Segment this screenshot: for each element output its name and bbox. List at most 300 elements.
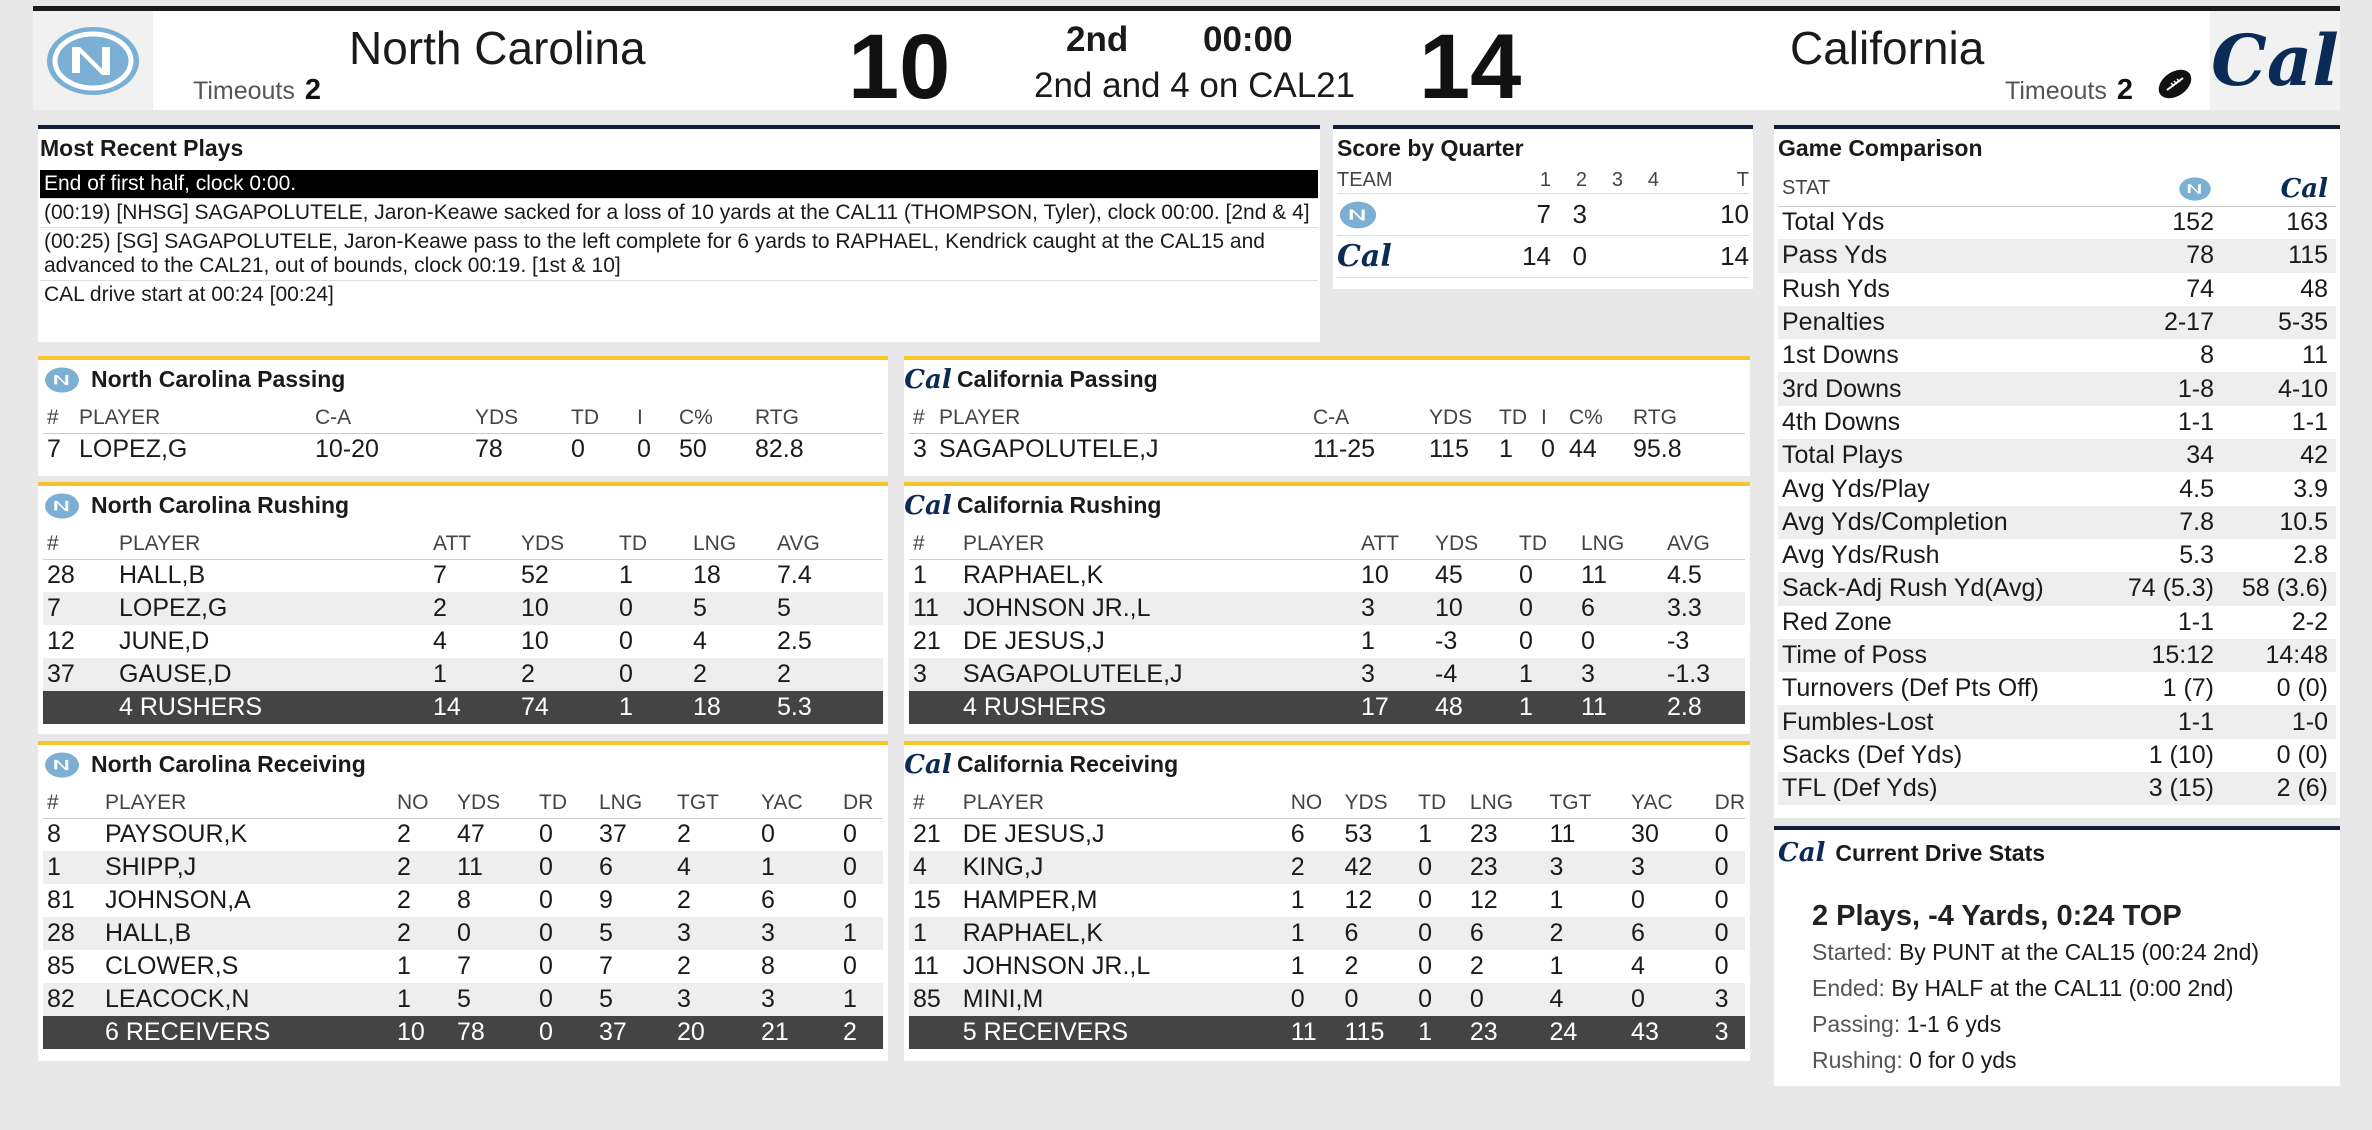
- col-header: TGT: [677, 788, 761, 818]
- cal-passing-title: California Passing: [957, 366, 1158, 392]
- comparison-row: [1778, 506, 2336, 539]
- col-header: LNG: [1470, 788, 1550, 818]
- stat-label: Red Zone: [1782, 607, 1892, 636]
- table-body: [43, 433, 883, 466]
- table-cell: SAGAPOLUTELE,J: [963, 658, 1361, 691]
- table-cell: 3: [1715, 983, 1745, 1016]
- stat-label: 3rd Downs: [1778, 372, 2102, 405]
- comparison-row: [1778, 739, 2336, 772]
- comparison-row: [1778, 539, 2336, 572]
- table-cell: LOPEZ,G: [79, 435, 188, 464]
- total-cell: 2.8: [1667, 691, 1745, 724]
- cal-logo: Cal: [1337, 236, 1497, 278]
- total-cell: 43: [1631, 1016, 1715, 1049]
- play-item: End of first half, clock 0:00.: [40, 170, 1318, 199]
- table-cell: 3: [1549, 851, 1631, 884]
- table-cell: GAUSE,D: [119, 658, 433, 691]
- cal-passing-table: [909, 403, 1745, 466]
- cal-logo: Cal: [904, 749, 952, 780]
- table-cell: -4: [1435, 658, 1519, 691]
- drive-started: Started: By PUNT at the CAL15 (00:24 2nd): [1812, 939, 2260, 965]
- stat-label: TFL (Def Yds): [1778, 772, 2102, 805]
- col-header: #: [909, 788, 963, 818]
- table-cell: 0: [1345, 983, 1419, 1016]
- game-comparison-panel: [1774, 125, 2340, 818]
- cal-logo: Cal: [2222, 172, 2336, 206]
- table-cell: HALL,B: [105, 917, 397, 950]
- quarter-score: 7: [1497, 194, 1551, 236]
- score-by-quarter-title: Score by Quarter: [1337, 135, 1524, 161]
- table-cell: 3: [677, 917, 761, 950]
- table-body: [909, 433, 1745, 466]
- table-cell: 0: [539, 917, 599, 950]
- total-cell: 78: [457, 1016, 539, 1049]
- table-cell: 0: [571, 435, 585, 464]
- table-cell: 2: [433, 592, 521, 625]
- comparison-row: [1778, 472, 2336, 505]
- total-cell: 18: [693, 691, 777, 724]
- table-cell: 0: [539, 952, 553, 980]
- table-cell: 3.3: [1667, 592, 1745, 625]
- col-header: LNG: [599, 788, 677, 818]
- total-cell: 10: [397, 1016, 457, 1049]
- cal-rushing-title: California Rushing: [957, 492, 1162, 518]
- stat-value: 2-17: [2102, 306, 2222, 339]
- table-cell: 1: [913, 561, 927, 590]
- stat-value: 2 (6): [2222, 772, 2336, 805]
- col-header: TD: [619, 529, 693, 559]
- total-cell: 1: [1519, 691, 1581, 724]
- table-cell: 0: [1418, 952, 1433, 980]
- drive-title: Current Drive Stats: [1835, 839, 2046, 866]
- table-cell: 1: [1361, 627, 1375, 655]
- table-cell: 6: [1631, 917, 1715, 950]
- col-header: DR: [1715, 788, 1745, 818]
- away-timeouts: Timeouts 2: [2005, 74, 2134, 106]
- table-cell: 0: [539, 886, 553, 914]
- table-cell: 7: [47, 435, 61, 464]
- table-cell: 0: [619, 627, 633, 655]
- table-row: [43, 917, 883, 950]
- table-cell: RAPHAEL,K: [963, 561, 1104, 590]
- table-cell: 1: [397, 952, 411, 980]
- col-header: LNG: [1581, 529, 1667, 559]
- table-cell: PAYSOUR,K: [105, 820, 248, 849]
- total-cell: 115: [1345, 1016, 1419, 1049]
- table-cell: 3: [677, 983, 761, 1016]
- stat-value: 163: [2286, 208, 2328, 237]
- table-cell: SHIPP,J: [105, 851, 397, 884]
- drive-passing: Passing: 1-1 6 yds: [1812, 1011, 2002, 1037]
- stat-label: Rush Yds: [1782, 274, 1890, 303]
- stat-value: 1-1: [2291, 407, 2328, 436]
- stat-label: Fumbles-Lost: [1778, 705, 2102, 738]
- col-header: LNG: [693, 529, 777, 559]
- stat-value: 15:12: [2102, 639, 2222, 672]
- col-header: TGT: [1549, 788, 1631, 818]
- scoreboard: [33, 6, 2340, 118]
- stat-value: 42: [2222, 439, 2336, 472]
- table-cell: 1: [397, 983, 457, 1016]
- table-cell: 2: [777, 658, 883, 691]
- table-cell: 0: [457, 917, 539, 950]
- stat-value: 34: [2102, 439, 2222, 472]
- table-cell: 18: [693, 561, 721, 590]
- table-cell: 10: [1361, 561, 1389, 590]
- col-header: C-A: [1313, 403, 1429, 433]
- table-cell: 0: [1715, 851, 1745, 884]
- total-cell: 1: [619, 691, 693, 724]
- stat-value: 1-1: [2102, 705, 2222, 738]
- col-header: 2: [1551, 168, 1587, 194]
- table-cell: 1: [43, 851, 105, 884]
- total-score: 10: [1659, 194, 1749, 236]
- col-header: PLAYER: [105, 788, 397, 818]
- table-row: [43, 625, 883, 658]
- table-cell: 28: [43, 917, 105, 950]
- table-cell: 0: [761, 820, 775, 849]
- total-cell: [909, 1016, 963, 1049]
- table-cell: 0: [1418, 886, 1433, 914]
- col-header: C-A: [315, 403, 475, 433]
- cal-rushing-header: [904, 490, 1745, 521]
- stat-value: 8: [2200, 341, 2214, 370]
- unc-receiving-header: [43, 751, 883, 778]
- recent-plays-panel: [38, 125, 1320, 342]
- table-cell: CLOWER,S: [105, 952, 239, 980]
- col-header: YDS: [457, 788, 539, 818]
- table-cell: 1: [1291, 917, 1345, 950]
- col-header: YAC: [761, 788, 843, 818]
- drive-ended: Ended: By HALF at the CAL11 (0:00 2nd): [1812, 975, 2234, 1001]
- table-cell: 0: [539, 820, 553, 849]
- total-row: [909, 691, 1745, 724]
- total-cell: 2: [843, 1016, 883, 1049]
- comparison-row: [1778, 705, 2336, 738]
- col-header: C%: [679, 403, 755, 433]
- col-header: AVG: [1667, 529, 1745, 559]
- table-cell: 11: [909, 592, 963, 625]
- total-cell: 3: [1715, 1016, 1745, 1049]
- table-header-row: [43, 529, 883, 559]
- table-cell: 4: [1549, 983, 1631, 1016]
- quarter: 2nd: [1066, 20, 1129, 59]
- col-header: RTG: [755, 403, 883, 433]
- play-item: (00:25) [SG] SAGAPOLUTELE, Jaron-Keawe pass to the left complete for 6 yards to RAPHAEL, Kendrick caught at the CAL15 and advanced to the CAL21, out of bounds, clock 00:19. [1st & 10]: [40, 228, 1318, 281]
- table-row: [909, 983, 1745, 1016]
- table-cell: SAGAPOLUTELE,J: [939, 435, 1159, 464]
- table-cell: 0: [1418, 851, 1470, 884]
- total-cell: 4 RUSHERS: [963, 691, 1361, 724]
- table-cell: 0: [843, 952, 857, 980]
- unc-receiving-table: [43, 788, 883, 1049]
- stat-value: 74 (5.3): [2102, 572, 2222, 605]
- stat-value: 1 (7): [2162, 674, 2214, 703]
- stat-value: 1 (10): [2148, 740, 2214, 769]
- total-cell: 5.3: [777, 691, 883, 724]
- table-cell: 82.8: [755, 435, 804, 464]
- col-header: RTG: [1633, 403, 1745, 433]
- table-row: [909, 559, 1745, 592]
- total-cell: 6 RECEIVERS: [105, 1016, 397, 1049]
- table-cell: 10: [521, 627, 549, 655]
- table-cell: 4.5: [1667, 561, 1702, 590]
- col-header: DR: [843, 788, 883, 818]
- score-by-quarter-table: [1337, 168, 1747, 278]
- stat-label: Pass Yds: [1778, 239, 2102, 272]
- total-score: 14: [1659, 236, 1749, 278]
- stat-value: 152: [2172, 208, 2214, 237]
- table-header-row: [909, 529, 1745, 559]
- table-cell: 4: [693, 627, 707, 655]
- total-cell: [43, 1016, 105, 1049]
- down-distance: 2nd and 4 on CAL21: [1034, 66, 1356, 105]
- play-item: (00:19) [NHSG] SAGAPOLUTELE, Jaron-Keawe sacked for a loss of 10 yards at the CAL11 (THOMPSON, Tyler), clock 00:00. [2nd & 4]: [40, 199, 1318, 228]
- table-body: [43, 818, 883, 1049]
- col-header: #: [43, 529, 119, 559]
- col-header: I: [637, 403, 679, 433]
- table-cell: 1: [1418, 820, 1433, 849]
- drive-summary: 2 Plays, -4 Yards, 0:24 TOP: [1812, 900, 2182, 932]
- table-cell: 23: [1470, 851, 1550, 884]
- total-cell: 1: [1418, 1016, 1470, 1049]
- table-cell: 5: [693, 592, 777, 625]
- table-cell: HALL,B: [119, 561, 206, 590]
- table-cell: 6: [1290, 820, 1305, 849]
- table-header-row: [909, 403, 1745, 433]
- drive-rushing: Rushing: 0 for 0 yds: [1812, 1047, 2017, 1073]
- stat-value: 0 (0): [2276, 674, 2328, 703]
- table-cell: 8: [457, 886, 471, 914]
- table-cell: 95.8: [1633, 435, 1682, 464]
- table-cell: 0: [1715, 917, 1745, 950]
- table-cell: 1: [761, 851, 843, 884]
- total-row: [43, 1016, 883, 1049]
- table-cell: 3: [1631, 851, 1715, 884]
- col-header: PLAYER: [939, 403, 1313, 433]
- table-cell: 6: [1581, 592, 1667, 625]
- unc-logo: [43, 752, 81, 778]
- recent-plays-title: Most Recent Plays: [40, 135, 244, 161]
- stat-value: 3.9: [2293, 474, 2328, 503]
- table-cell: 7: [433, 561, 447, 590]
- stat-label: 1st Downs: [1782, 341, 1899, 370]
- table-cell: 0: [843, 820, 857, 849]
- table-cell: 3: [761, 983, 843, 1016]
- table-cell: 12: [47, 627, 75, 655]
- table-row: [909, 950, 1745, 983]
- col-header: AVG: [777, 529, 883, 559]
- table-cell: 0: [1418, 983, 1470, 1016]
- table-cell: 52: [521, 561, 549, 590]
- comparison-row: [1778, 339, 2336, 372]
- table-row: [43, 950, 883, 983]
- stat-label: 4th Downs: [1782, 407, 1901, 436]
- col-header: I: [1541, 403, 1569, 433]
- total-cell: 4 RUSHERS: [119, 691, 433, 724]
- cal-receiving-table: [909, 788, 1745, 1049]
- unc-receiving-panel: [38, 741, 888, 1061]
- col-header: #: [43, 788, 105, 818]
- col-header: YDS: [521, 529, 619, 559]
- col-header: #: [43, 403, 79, 433]
- table-cell: 2: [677, 886, 691, 914]
- table-cell: 1: [909, 917, 963, 950]
- table-cell: 47: [457, 820, 485, 849]
- table-cell: 11-25: [1313, 435, 1376, 464]
- table-cell: 115: [1429, 435, 1469, 464]
- table-cell: 2: [521, 658, 619, 691]
- table-cell: 0: [1714, 952, 1729, 980]
- home-team-name: North Carolina: [349, 22, 646, 74]
- table-cell: 0: [539, 851, 599, 884]
- table-cell: 3: [1361, 658, 1435, 691]
- col-header: 3: [1587, 168, 1623, 194]
- total-cell: 24: [1549, 1016, 1631, 1049]
- table-cell: 0: [539, 983, 599, 1016]
- table-cell: RAPHAEL,K: [963, 917, 1291, 950]
- cal-passing-header: [904, 364, 1745, 395]
- total-cell: 0: [539, 1016, 599, 1049]
- unc-passing-header: [43, 366, 883, 393]
- quarter-score: 14: [1497, 236, 1551, 278]
- col-header: TD: [539, 788, 599, 818]
- table-cell: 10: [521, 592, 619, 625]
- cal-receiving-panel: [904, 741, 1750, 1061]
- col-header: TD: [571, 403, 637, 433]
- col-header: PLAYER: [79, 403, 315, 433]
- table-cell: 0: [1714, 886, 1729, 914]
- col-header: 1: [1497, 168, 1551, 194]
- table-cell: 11: [457, 851, 539, 884]
- unc-passing-table: [43, 403, 883, 466]
- stat-value: 74: [2186, 274, 2214, 303]
- table-cell: 44: [1569, 435, 1597, 464]
- table-cell: 1: [433, 658, 521, 691]
- col-header: YDS: [1345, 788, 1419, 818]
- table-cell: JOHNSON JR.,L: [962, 952, 1151, 980]
- stat-value: 5.3: [2179, 541, 2214, 570]
- table-cell: 7: [599, 952, 613, 980]
- current-drive-panel: [1774, 826, 2340, 1086]
- col-header: #: [909, 403, 939, 433]
- table-cell: 0: [843, 886, 857, 914]
- table-cell: KING,J: [963, 851, 1291, 884]
- table-cell: 12: [1469, 886, 1498, 914]
- cal-passing-panel: [904, 356, 1750, 476]
- table-cell: 15: [913, 886, 941, 914]
- stat-value: 78: [2102, 239, 2222, 272]
- col-header: PLAYER: [119, 529, 433, 559]
- table-cell: 8: [47, 820, 61, 849]
- comparison-row: [1778, 439, 2336, 472]
- table-cell: 1: [1549, 952, 1564, 980]
- table-row: [43, 818, 883, 851]
- total-cell: 11: [1581, 691, 1667, 724]
- stat-value: 1-1: [2177, 407, 2214, 436]
- stat-value: 0 (0): [2276, 740, 2328, 769]
- table-cell: -1.3: [1667, 658, 1745, 691]
- total-cell: 21: [761, 1016, 843, 1049]
- table-cell: 2: [693, 658, 777, 691]
- stat-label: Avg Yds/Completion: [1778, 506, 2102, 539]
- table-row: [909, 917, 1745, 950]
- home-score: 10: [848, 16, 951, 118]
- stat-value: 115: [2222, 239, 2336, 272]
- table-cell: 3: [1581, 658, 1667, 691]
- col-header: 4: [1623, 168, 1659, 194]
- table-cell: 50: [679, 435, 707, 464]
- table-cell: 1: [1290, 952, 1305, 980]
- table-cell: 0: [1631, 886, 1645, 914]
- stat-value: 10.5: [2222, 506, 2336, 539]
- table-cell: 11: [1549, 820, 1576, 849]
- table-cell: 0: [1631, 983, 1715, 1016]
- table-cell: 6: [1345, 917, 1419, 950]
- unc-rushing-table: [43, 529, 883, 724]
- stat-value: 5-35: [2222, 306, 2336, 339]
- table-row: [909, 625, 1745, 658]
- table-cell: 2: [397, 820, 411, 849]
- drive-header: [1778, 838, 2336, 868]
- stat-value: 14:48: [2222, 639, 2336, 672]
- col-header: TD: [1519, 529, 1581, 559]
- col-header: YAC: [1631, 788, 1715, 818]
- table-header-row: [909, 788, 1745, 818]
- comparison-row: [1778, 239, 2336, 272]
- game-clock: 00:00: [1203, 20, 1293, 59]
- table-cell: 2: [1549, 917, 1631, 950]
- home-timeouts: Timeouts 2: [193, 74, 322, 106]
- table-cell: 0: [1470, 983, 1550, 1016]
- table-header-row: [1778, 172, 2336, 206]
- table-cell: 0: [619, 658, 693, 691]
- table-row: [43, 658, 883, 691]
- stat-value: 1-1: [2177, 607, 2214, 636]
- table-cell: JOHNSON,A: [105, 886, 251, 914]
- cal-logo: Cal: [2210, 11, 2340, 110]
- comparison-body: [1778, 206, 2336, 805]
- total-cell: [43, 691, 119, 724]
- stat-value: 58 (3.6): [2222, 572, 2336, 605]
- stat-value: 4.5: [2179, 474, 2214, 503]
- col-header: NO: [397, 788, 457, 818]
- unc-logo: [43, 367, 81, 393]
- table-row: [43, 592, 883, 625]
- table-row: [43, 983, 883, 1016]
- col-header: TD: [1499, 403, 1541, 433]
- table-cell: 0: [619, 592, 693, 625]
- table-cell: 1: [1549, 886, 1564, 914]
- stat-label: Sacks (Def Yds): [1782, 740, 1963, 769]
- table-cell: HAMPER,M: [962, 886, 1098, 914]
- total-cell: 74: [521, 691, 619, 724]
- col-header: TEAM: [1337, 168, 1497, 194]
- total-cell: 17: [1361, 691, 1435, 724]
- table-cell: 12: [1344, 886, 1373, 914]
- table-cell: 53: [1344, 820, 1373, 849]
- table-cell: 3: [1361, 592, 1435, 625]
- table-cell: 10-20: [315, 435, 379, 464]
- stat-value: 48: [2300, 274, 2328, 303]
- table-cell: 78: [475, 435, 503, 464]
- comparison-row: [1778, 772, 2336, 805]
- stat-value: 7.8: [2102, 506, 2222, 539]
- total-cell: 5 RECEIVERS: [963, 1016, 1291, 1049]
- cal-receiving-title: California Receiving: [957, 751, 1179, 777]
- col-header: T: [1659, 168, 1749, 194]
- comparison-row: [1778, 572, 2336, 605]
